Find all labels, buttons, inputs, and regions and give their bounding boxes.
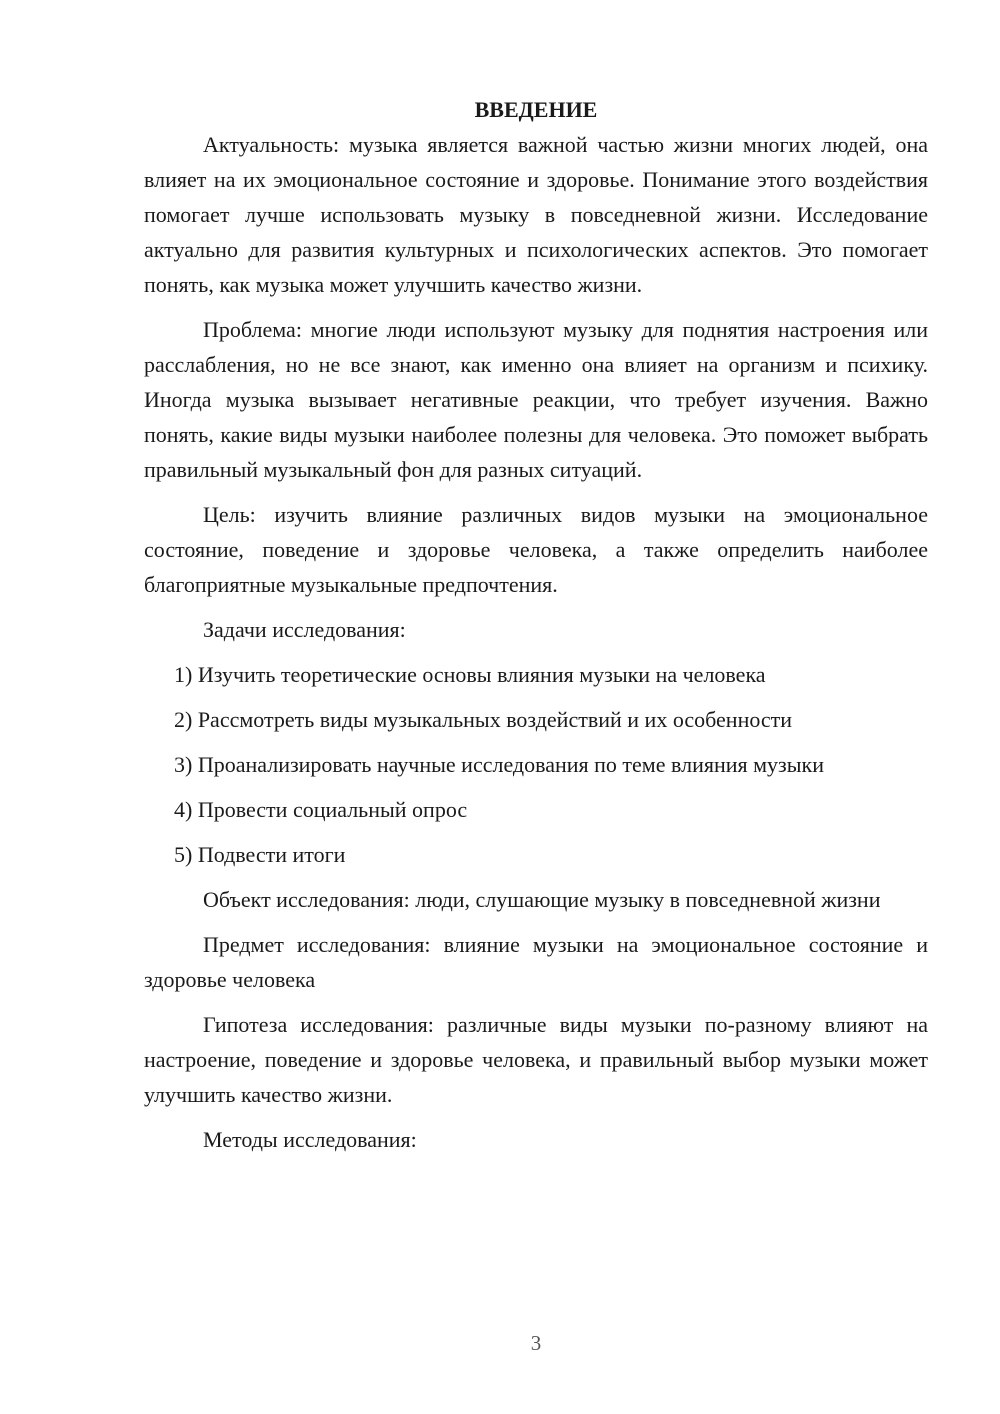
task-item: 2) Рассмотреть виды музыкальных воздействий и их особенности (174, 707, 793, 732)
paragraph-subject: Предмет исследования: влияние музыки на эмоциональное состояние и здоровье человека (144, 932, 928, 992)
document-page (144, 92, 928, 1157)
paragraph-goal: Цель: изучить влияние различных видов музыки на эмоциональное состояние, поведение и здоровье человека, а также определить наиболее благоприятные музыкальные предпочтения. (144, 502, 928, 597)
task-item: 1) Изучить теоретические основы влияния музыки на человека (174, 662, 766, 687)
task-item: 4) Провести социальный опрос (174, 797, 468, 822)
section-title: ВВЕДЕНИЕ (474, 97, 598, 122)
page-number: 3 (530, 1331, 542, 1355)
paragraph-object: Объект исследования: люди, слушающие музыку в повседневной жизни (203, 887, 881, 912)
task-list (144, 657, 928, 872)
task-item: 3) Проанализировать научные исследования по теме влияния музыки (174, 752, 824, 777)
task-item: 5) Подвести итоги (174, 842, 346, 867)
paragraph-relevance: Актуальность: музыка является важной частью жизни многих людей, она влияет на их эмоциональное состояние и здоровье. Понимание этого воздействия помогает лучше использовать музыку в повседневной жизни. Исследование актуально для развития культурных и психологических аспектов. Это помогает понять, как музыка может улучшить качество жизни. (144, 132, 928, 297)
paragraph-hypothesis: Гипотеза исследования: различные виды музыки по-разному влияют на настроение, поведение и здоровье человека, и правильный выбор музыки может улучшить качество жизни. (144, 1012, 928, 1107)
methods-heading: Методы исследования: (203, 1127, 417, 1152)
paragraph-problem: Проблема: многие люди используют музыку для поднятия настроения или расслабления, но не все знают, как именно она влияет на организм и психику. Иногда музыка вызывает негативные реакции, что требует изучения. Важно понять, какие виды музыки наиболее полезны для человека. Это поможет выбрать правильный музыкальный фон для разных ситуаций. (144, 317, 928, 482)
tasks-heading: Задачи исследования: (203, 617, 406, 642)
